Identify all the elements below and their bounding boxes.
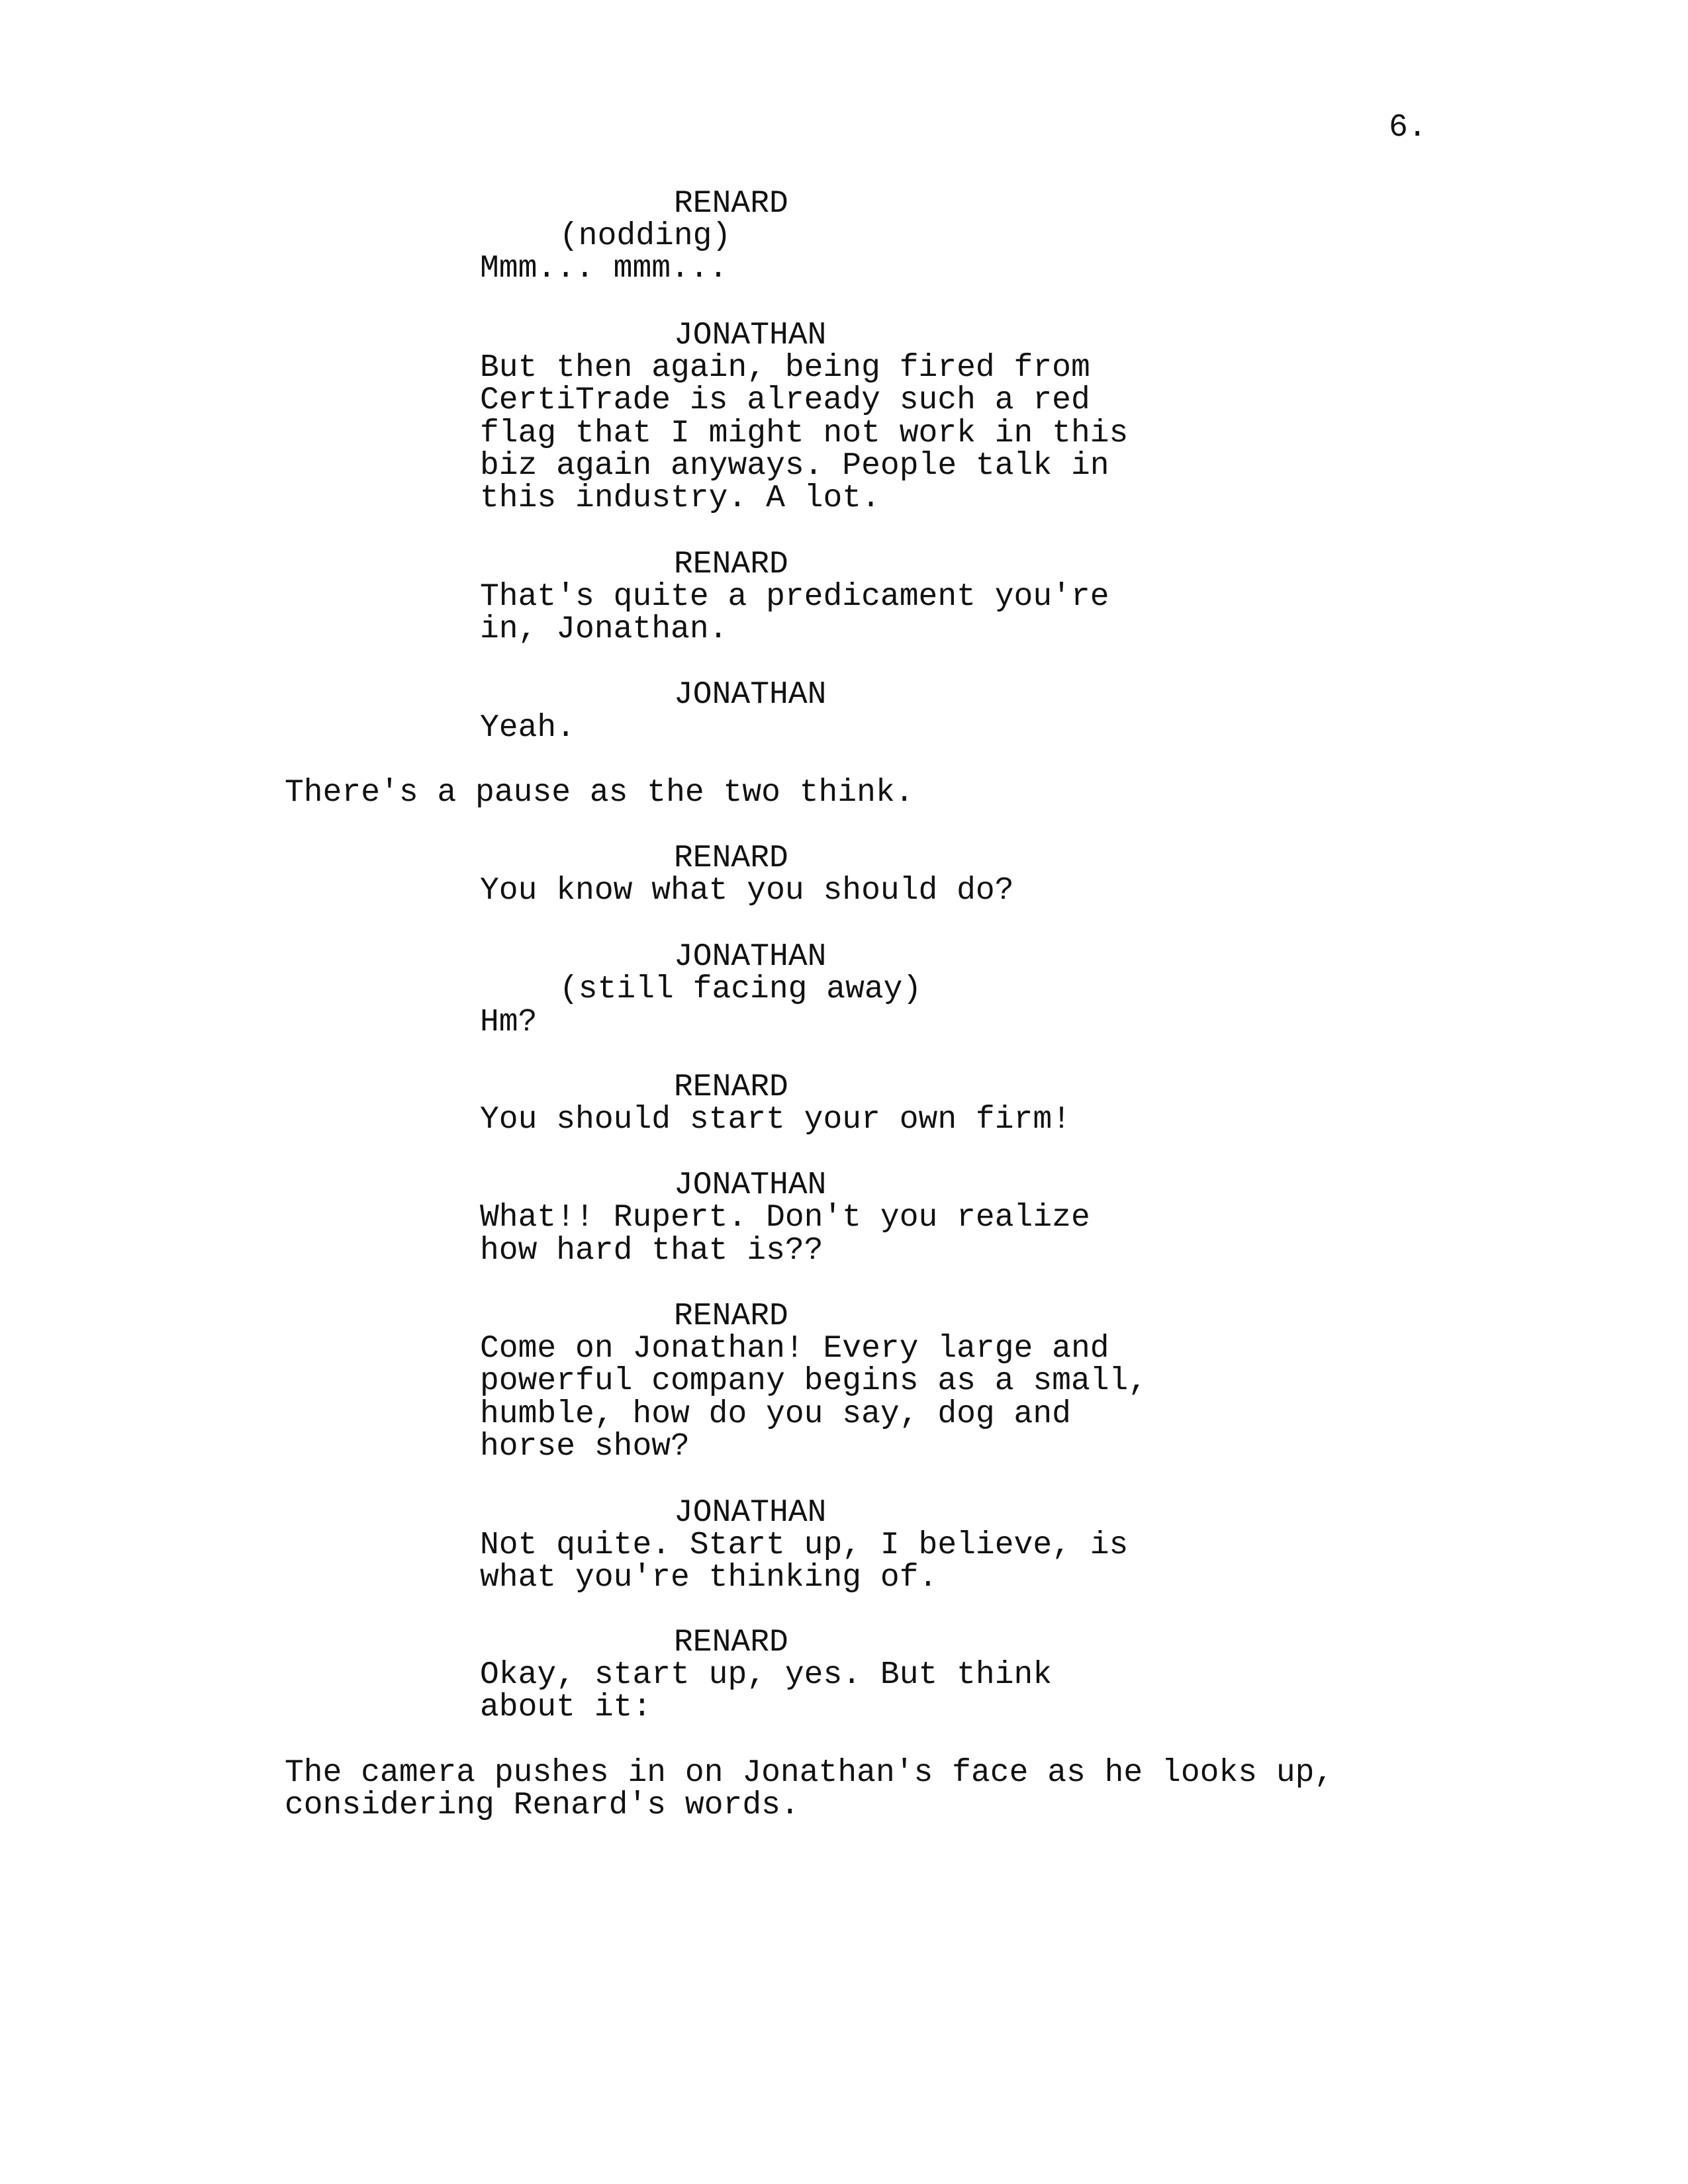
character-name: JONATHAN: [674, 939, 827, 975]
dialogue-line: how hard that is??: [480, 1233, 823, 1269]
dialogue-line: You know what you should do?: [480, 873, 1014, 909]
character-name: JONATHAN: [674, 318, 827, 353]
character-name: JONATHAN: [674, 1495, 827, 1531]
dialogue-line: Mmm... mmm...: [480, 251, 728, 287]
dialogue-line: horse show?: [480, 1429, 690, 1465]
dialogue-line: powerful company begins as a small,: [480, 1363, 1148, 1399]
action-line: considering Renard's words.: [285, 1788, 800, 1823]
dialogue-line: biz again anyways. People talk in: [480, 448, 1109, 484]
dialogue-line: Okay, start up, yes. But think: [480, 1657, 1053, 1693]
action-line: There's a pause as the two think.: [285, 775, 914, 811]
character-name: RENARD: [674, 547, 788, 582]
character-name: JONATHAN: [674, 1167, 827, 1203]
dialogue-line: what you're thinking of.: [480, 1560, 938, 1596]
dialogue-line: What!! Rupert. Don't you realize: [480, 1200, 1090, 1236]
dialogue-line: flag that I might not work in this: [480, 416, 1129, 451]
dialogue-line: about it:: [480, 1690, 652, 1725]
dialogue-line: Hm?: [480, 1005, 538, 1040]
dialogue-line: this industry. A lot.: [480, 480, 880, 516]
dialogue-line: Not quite. Start up, I believe, is: [480, 1527, 1129, 1563]
action-line: The camera pushes in on Jonathan's face as he looks up,: [285, 1755, 1334, 1791]
dialogue-line: That's quite a predicament you're: [480, 579, 1109, 615]
character-name: RENARD: [674, 1298, 788, 1334]
character-name: JONATHAN: [674, 677, 827, 713]
dialogue-line: You should start your own firm!: [480, 1102, 1071, 1138]
dialogue-line: CertiTrade is already such a red: [480, 383, 1090, 418]
dialogue-line: Yeah.: [480, 710, 576, 746]
dialogue-line: humble, how do you say, dog and: [480, 1396, 1071, 1432]
character-name: RENARD: [674, 1069, 788, 1105]
character-name: RENARD: [674, 186, 788, 222]
parenthetical: (nodding): [559, 218, 731, 254]
character-name: RENARD: [674, 841, 788, 876]
character-name: RENARD: [674, 1625, 788, 1661]
page-number: 6.: [1389, 110, 1427, 146]
dialogue-line: in, Jonathan.: [480, 612, 728, 647]
parenthetical: (still facing away): [559, 972, 922, 1007]
dialogue-line: Come on Jonathan! Every large and: [480, 1331, 1109, 1367]
dialogue-line: But then again, being fired from: [480, 350, 1090, 386]
